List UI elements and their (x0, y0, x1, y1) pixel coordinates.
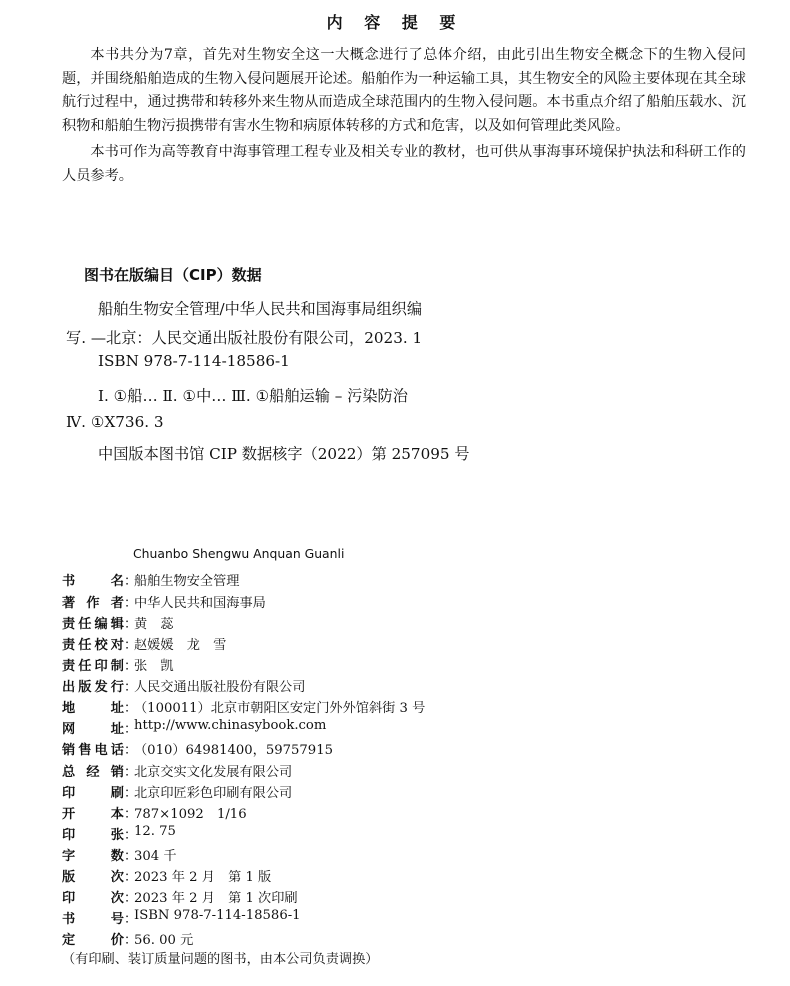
cip-title-line-2: 写. —北京：人民交通出版社股份有限公司，2023. 1 (66, 329, 423, 347)
record-label: 出版发行 (62, 680, 124, 695)
record-label: 印张 (62, 828, 124, 843)
record-colon: ： (124, 743, 138, 758)
record-value: （100011）北京市朝阳区安定门外外馆斜街 3 号 (134, 701, 426, 716)
summary-paragraph-2: 本书可作为高等教育中海事管理工程专业及相关专业的教材，也可供从事海事环境保护执法和科研工作的人员参考。 (62, 144, 746, 184)
record-colon: ： (124, 765, 138, 780)
record-label: 责任校对 (62, 638, 124, 653)
record-colon: ： (124, 933, 138, 948)
record-label: 著作者 (62, 596, 124, 611)
record-colon: ： (124, 722, 138, 737)
record-label: 地址 (62, 701, 124, 716)
record-value: 赵媛媛 龙 雪 (134, 638, 227, 653)
record-colon: ： (124, 638, 138, 653)
record-value: （010）64981400，59757915 (134, 743, 333, 758)
record-label: 版次 (62, 870, 124, 885)
record-colon: ： (124, 891, 138, 906)
cip-isbn: ISBN 978-7-114-18586-1 (98, 352, 290, 370)
record-value: 张 凯 (134, 659, 174, 674)
record-label: 责任编辑 (62, 617, 124, 632)
record-label: 开本 (62, 807, 124, 822)
record-label: 责任印制 (62, 659, 124, 674)
cip-approval-number: 中国版本图书馆 CIP 数据核字（2022）第 257095 号 (98, 445, 470, 463)
record-value: 56. 00 元 (134, 933, 194, 948)
record-label: 总经销 (62, 765, 124, 780)
record-colon: ： (124, 786, 138, 801)
record-value: 中华人民共和国海事局 (134, 596, 266, 611)
record-value: 2023 年 2 月 第 1 次印刷 (134, 891, 298, 906)
quality-notice: （有印刷、装订质量问题的图书，由本公司负责调换） (62, 952, 379, 967)
record-label: 销售电话 (62, 743, 124, 758)
cip-heading: 图书在版编目（CIP）数据 (84, 266, 262, 284)
record-label: 书名 (62, 574, 124, 589)
record-value: 787×1092 1/16 (134, 807, 247, 822)
record-colon: ： (124, 828, 138, 843)
summary-heading: 内 容 提 要 (326, 13, 464, 32)
record-value: 船舶生物安全管理 (134, 574, 240, 589)
record-colon: ： (124, 807, 138, 822)
summary-paragraph-1: 本书共分为7章，首先对生物安全这一大概念进行了总体介绍，由此引出生物安全概念下的生物入侵问题，并围绕船舶造成的生物入侵问题展开论述。船舶作为一种运输工具，其生物安全的风险主要体现在其全球航行过程中，通过携带和转移外来生物从而造成全球范围内的生物入侵问题。本书重点介绍了船舶压载水、沉积物和船舶生物污损携带有害水生物和病原体转移的方式和危害，以及如何管理此类风险。 (62, 47, 746, 134)
pinyin-title: Chuanbo Shengwu Anquan Guanli (133, 546, 345, 561)
record-colon: ： (124, 574, 138, 589)
record-colon: ： (124, 659, 138, 674)
record-value: ISBN 978-7-114-18586-1 (134, 908, 301, 923)
record-label: 网址 (62, 722, 124, 737)
record-label: 印刷 (62, 786, 124, 801)
record-label: 定价 (62, 933, 124, 948)
cip-subjects-line-1: Ⅰ. ①船… Ⅱ. ①中… Ⅲ. ①船舶运输 – 污染防治 (98, 387, 408, 405)
record-colon: ： (124, 596, 138, 611)
record-label: 印次 (62, 891, 124, 906)
record-value: 人民交通出版社股份有限公司 (134, 680, 306, 695)
record-label: 字数 (62, 849, 124, 864)
record-value: 2023 年 2 月 第 1 版 (134, 870, 272, 885)
record-value: 北京印匠彩色印刷有限公司 (134, 786, 293, 801)
record-value: 黄 蕊 (134, 617, 174, 632)
cip-subjects-line-2: Ⅳ. ①X736. 3 (66, 413, 164, 431)
record-value: 北京交实文化发展有限公司 (134, 765, 293, 780)
record-colon: ： (124, 912, 138, 927)
record-value: 12. 75 (134, 824, 176, 839)
record-colon: ： (124, 680, 138, 695)
record-colon: ： (124, 701, 138, 716)
record-value: 304 千 (134, 849, 177, 864)
cip-title-line-1: 船舶生物安全管理/中华人民共和国海事局组织编 (98, 300, 423, 318)
record-label: 书号 (62, 912, 124, 927)
record-colon: ： (124, 849, 138, 864)
record-colon: ： (124, 617, 138, 632)
website-link[interactable]: http://www.chinasybook.com (134, 718, 327, 733)
record-colon: ： (124, 870, 138, 885)
